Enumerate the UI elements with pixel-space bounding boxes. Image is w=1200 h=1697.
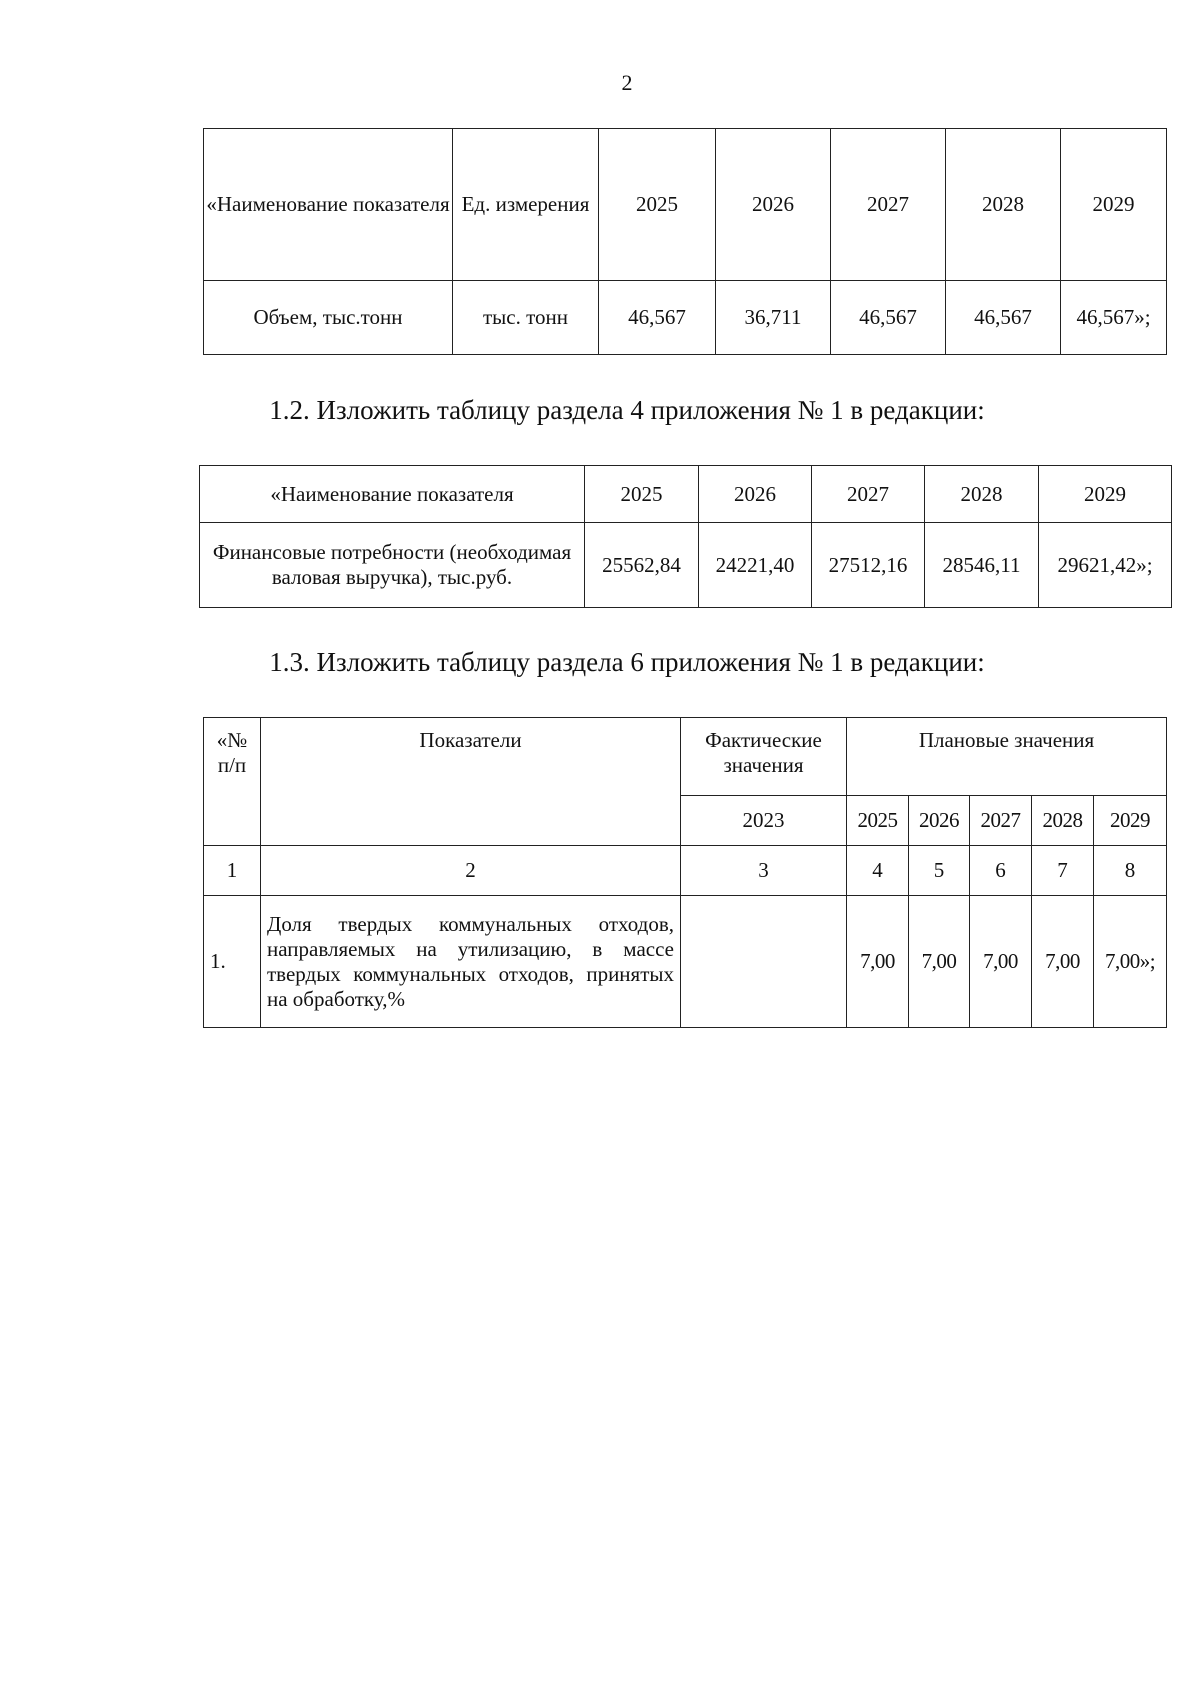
table-header-row (204, 718, 1167, 796)
header-row-number: «№ п/п (204, 718, 261, 846)
column-number: 6 (970, 846, 1032, 896)
header-year: 2028 (925, 466, 1039, 523)
header-planned-year: 2025 (847, 796, 909, 846)
cell-planned-value: 7,00 (1032, 896, 1094, 1028)
header-year: 2025 (599, 129, 716, 281)
header-indicators: Показатели (261, 718, 681, 846)
header-planned-year: 2026 (909, 796, 970, 846)
column-number: 5 (909, 846, 970, 896)
cell-value: 28546,11 (925, 523, 1039, 608)
column-numbers-row (204, 846, 1167, 896)
cell-value: 25562,84 (585, 523, 699, 608)
cell-planned-value: 7,00»; (1094, 896, 1167, 1028)
column-number: 3 (681, 846, 847, 896)
header-year: 2027 (812, 466, 925, 523)
header-planned-year: 2029 (1094, 796, 1167, 846)
section-heading-1-3: 1.3. Изложить таблицу раздела 6 приложения № 1 в редакции: (269, 647, 985, 677)
cell-value: 46,567 (946, 281, 1061, 355)
header-year: 2025 (585, 466, 699, 523)
column-number: 4 (847, 846, 909, 896)
column-number: 7 (1032, 846, 1094, 896)
header-indicator-name: «Наименование показателя (204, 129, 453, 281)
indicators-table (203, 717, 1167, 1028)
cell-planned-value: 7,00 (909, 896, 970, 1028)
column-number: 1 (204, 846, 261, 896)
header-year: 2029 (1039, 466, 1172, 523)
header-actual-year: 2023 (681, 796, 847, 846)
cell-value: 27512,16 (812, 523, 925, 608)
cell-value: 46,567 (831, 281, 946, 355)
table-row (200, 523, 1172, 608)
page-number: 2 (621, 70, 633, 95)
cell-value: 29621,42»; (1039, 523, 1172, 608)
cell-actual-value (681, 896, 847, 1028)
header-year: 2027 (831, 129, 946, 281)
header-planned-year: 2027 (970, 796, 1032, 846)
cell-unit: тыс. тонн (453, 281, 599, 355)
cell-value: 36,711 (716, 281, 831, 355)
header-indicator-name: «Наименование показателя (200, 466, 585, 523)
cell-row-number: 1. (204, 896, 261, 1028)
header-year: 2028 (946, 129, 1061, 281)
column-number: 8 (1094, 846, 1167, 896)
header-year: 2026 (716, 129, 831, 281)
cell-value: 46,567 (599, 281, 716, 355)
header-year: 2029 (1061, 129, 1167, 281)
header-actual-values: Фактические значения (681, 718, 847, 796)
cell-indicator-name: Финансовые потребности (необходимая валовая выручка), тыс.руб. (200, 523, 585, 608)
volume-table (203, 128, 1167, 355)
table-row (204, 896, 1167, 1028)
header-year: 2026 (699, 466, 812, 523)
table-header-row (204, 129, 1167, 281)
cell-indicator-name: Объем, тыс.тонн (204, 281, 453, 355)
header-unit: Ед. измерения (453, 129, 599, 281)
cell-planned-value: 7,00 (847, 896, 909, 1028)
header-planned-year: 2028 (1032, 796, 1094, 846)
table-header-row (200, 466, 1172, 523)
column-number: 2 (261, 846, 681, 896)
table-row (204, 281, 1167, 355)
cell-indicator-name: Доля твердых коммунальных отходов, направляемых на утилизацию, в массе твердых коммунальных отходов, принятых на обработку,% (261, 896, 681, 1028)
cell-planned-value: 7,00 (970, 896, 1032, 1028)
financial-needs-table (199, 465, 1172, 608)
cell-value: 46,567»; (1061, 281, 1167, 355)
section-heading-1-2: 1.2. Изложить таблицу раздела 4 приложения № 1 в редакции: (269, 395, 985, 425)
header-planned-values: Плановые значения (847, 718, 1167, 796)
cell-value: 24221,40 (699, 523, 812, 608)
